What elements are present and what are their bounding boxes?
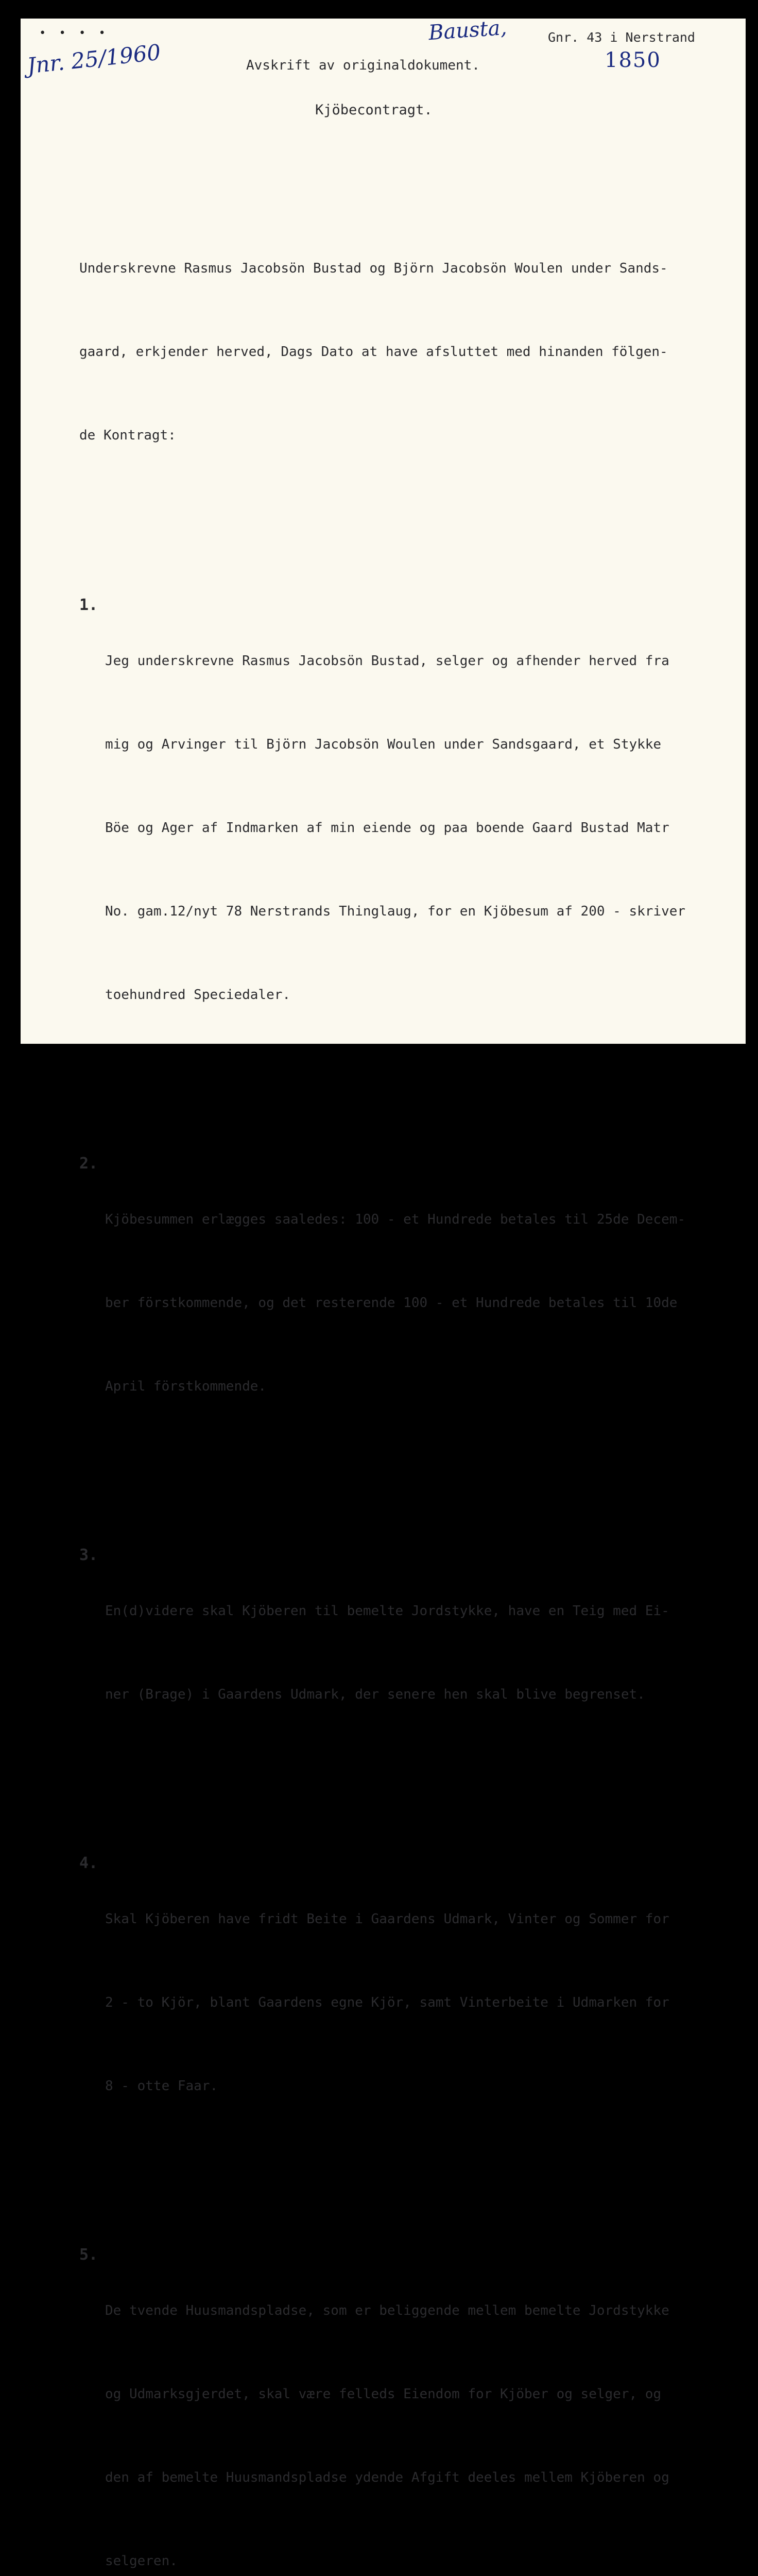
item-number: 2. (79, 1155, 98, 1173)
item-number: 4. (79, 1854, 98, 1872)
item-line: No. gam.12/nyt 78 Nerstrands Thinglaug, for en Kjöbesum af 200 - skriver (105, 904, 686, 919)
contract-body (79, 143, 738, 2576)
contract-item-4 (79, 1850, 738, 2156)
item-line: Jeg underskrevne Rasmus Jacobsön Bustad, selger og afhender herved fra (105, 653, 669, 669)
intro-line: gaard, erkjender herved, Dags Dato at have afsluttet med hinanden fölgen- (79, 344, 668, 360)
intro-paragraph (79, 199, 738, 505)
item-line: ner (Brage) i Gaardens Udmark, der senere hen skal blive begrenset. (105, 1687, 645, 1702)
contract-item-3 (79, 1541, 738, 1764)
intro-line: Underskrevne Rasmus Jacobsön Bustad og Björn Jacobsön Woulen under Sands- (79, 261, 668, 276)
item-text (105, 591, 685, 1064)
item-line: den af bemelte Huusmandspladse ydende Afgift deeles mellem Kjöberen og (105, 2470, 669, 2485)
item-line: Skal Kjöberen have fridt Beite i Gaardens Udmark, Vinter og Sommer for (105, 1911, 669, 1927)
farm-number-header: Gnr. 43 i Nerstrand (548, 30, 695, 45)
item-line: April förstkommende. (105, 1379, 267, 1394)
item-number: 1. (79, 596, 98, 614)
item-line: 2 - to Kjör, blant Gaardens egne Kjör, samt Vinterbeite i Udmarken for (105, 1995, 669, 2010)
item-line: Kjöbesummen erlægges saaledes: 100 - et Hundrede betales til 25de Decem- (105, 1212, 686, 1227)
item-text (105, 1150, 685, 1456)
item-line: og Udmarksgjerdet, skal være felleds Eiendom for Kjöber og selger, og (105, 2386, 662, 2402)
typed-dots: • • • • (39, 27, 109, 40)
item-line: toehundred Speciedaler. (105, 987, 291, 1003)
item-line: En(d)videre skal Kjöberen til bemelte Jordstykke, have en Teig med Ei- (105, 1603, 669, 1619)
item-line: Böe og Ager af Indmarken af min eiende og paa boende Gaard Bustad Matr (105, 820, 669, 836)
item-number: 5. (79, 2246, 98, 2264)
handwritten-year: 1850 (605, 48, 661, 72)
item-text (105, 2241, 669, 2576)
handwritten-journal-note: Jnr. 25/1960 (26, 39, 162, 79)
contract-item-2 (79, 1150, 738, 1456)
item-line: selgeren. (105, 2553, 178, 2569)
handwritten-farm-name: Bausta, (427, 15, 508, 45)
document-subtitle: Avskrift av originaldokument. (246, 58, 480, 73)
item-line: ber förstkommende, og det resterende 100 - et Hundrede betales til 10de (105, 1295, 678, 1311)
item-line: mig og Arvinger til Björn Jacobsön Woulen under Sandsgaard, et Stykke (105, 737, 662, 752)
item-text (105, 1850, 669, 2156)
item-text (105, 1541, 669, 1764)
item-line: De tvende Huusmandspladse, som er beliggende mellem bemelte Jordstykke (105, 2303, 669, 2318)
document-title: Kjöbecontragt. (315, 102, 433, 118)
item-line: 8 - otte Faar. (105, 2078, 218, 2094)
contract-item-1 (79, 591, 738, 1064)
contract-item-5 (79, 2241, 738, 2576)
intro-line: de Kontragt: (79, 428, 176, 443)
item-number: 3. (79, 1546, 98, 1564)
